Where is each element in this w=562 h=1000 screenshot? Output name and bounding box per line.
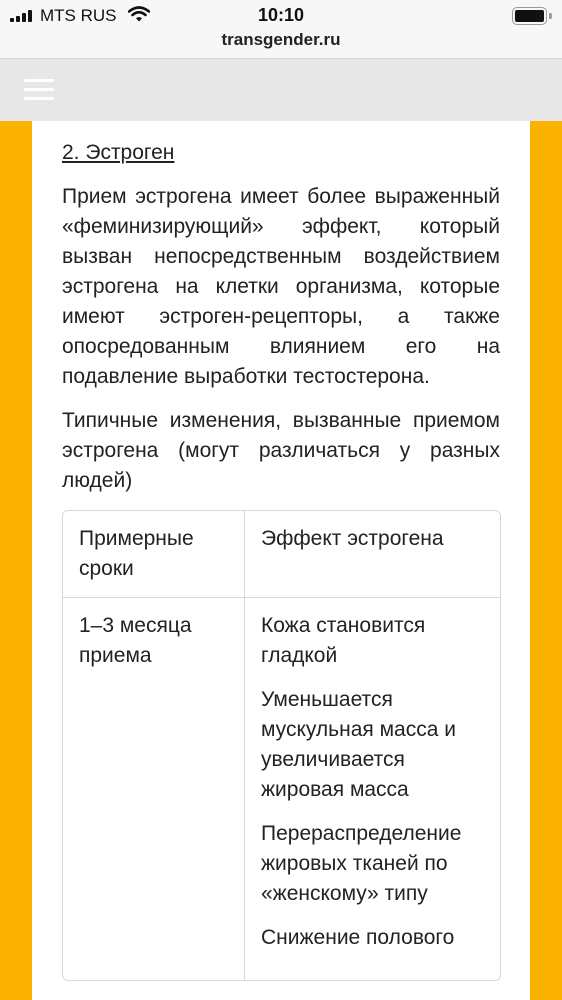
hamburger-menu-icon[interactable] — [24, 77, 54, 103]
estrogen-effects-table — [62, 510, 501, 981]
column-header-period: Примерные сроки — [63, 511, 245, 598]
effect-item: Уменьшается мускульная масса и увеличивается жировая масса — [261, 688, 456, 801]
section-title[interactable]: 2. Эстроген — [62, 141, 175, 164]
page-background — [0, 121, 562, 1000]
effect-item: Кожа становится гладкой — [261, 614, 426, 667]
browser-address-bar[interactable] — [0, 30, 562, 58]
table-cell-effects — [245, 598, 500, 980]
site-header — [0, 58, 562, 121]
effect-item: Перераспределение жировых тканей по «женскому» типу — [261, 822, 462, 905]
effect-item: Снижение полового — [261, 926, 455, 949]
table-row — [63, 598, 500, 980]
url-text[interactable]: transgender.ru — [221, 30, 341, 49]
status-time: 10:10 — [257, 5, 305, 25]
status-bar — [0, 0, 562, 30]
column-header-effect: Эффект эстрогена — [245, 511, 500, 598]
table-header-row — [63, 511, 500, 598]
article-paragraph: Типичные изменения, вызванные приемом эстрогена (могут различаться у разных людей) — [62, 409, 500, 492]
article-content — [32, 121, 530, 1000]
article-paragraph: Прием эстрогена имеет более выраженный «феминизирующий» эффект, который вызван непосредственным воздействием эстрогена на клетки организма, которые имеют эстроген-рецепторы, а также опосредованным влиянием его на подавление выработки тестостерона. — [62, 185, 500, 388]
carrier-name: MTS RUS — [40, 6, 117, 25]
battery-icon — [512, 7, 552, 25]
table-cell-period: 1–3 месяца приема — [63, 598, 245, 980]
